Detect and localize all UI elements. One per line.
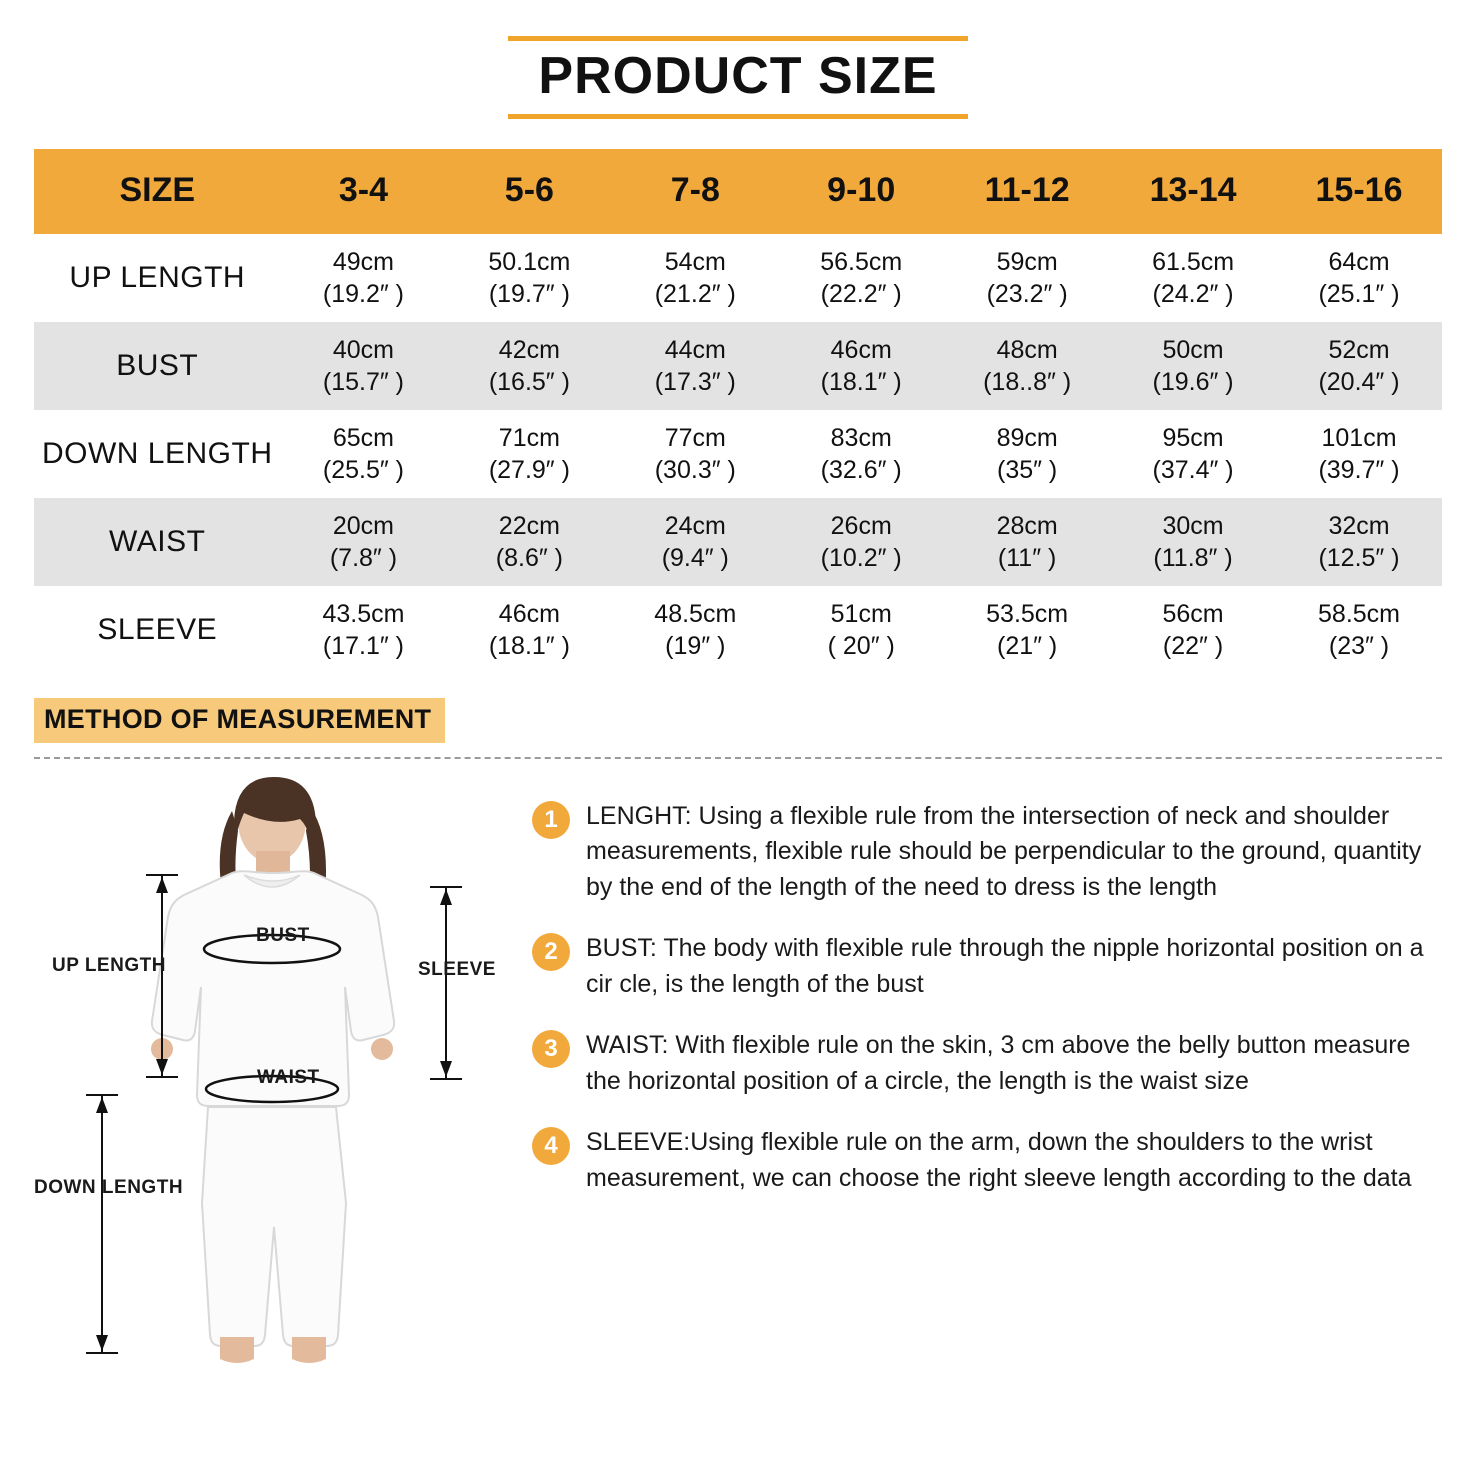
row-label-sleeve: SLEEVE [97,612,218,646]
cell-sleeve-9-10 [778,586,944,674]
step-text-3: WAIST: With flexible rule on the skin, 3 cm above the belly button measure the horizontal position of a circle, the length is the waist size [586,1031,1411,1095]
cell-bust-7-8 [612,322,778,410]
measurement-steps [514,777,1442,1377]
cell-value-inch: (22.2″ ) [820,279,902,308]
measurement-step-2 [532,931,1442,1002]
cell-value-cm: 77cm [664,423,726,452]
cell-value-inch: (16.5″ ) [488,367,570,396]
cell-value-inch: (17.1″ ) [322,631,404,660]
step-number-badge-3: 3 [532,1030,570,1068]
cell-down-length-11-12 [944,410,1110,498]
cell-bust-3-4 [280,322,446,410]
measurement-figure [34,777,514,1377]
cell-value-inch: (8.6″ ) [495,543,563,572]
step-number-badge-1: 1 [532,801,570,839]
cell-value-inch: (23″ ) [1328,631,1390,660]
page-title: PRODUCT SIZE [538,47,938,105]
cell-value-inch: (35″ ) [997,455,1058,484]
cell-value-cm: 89cm [996,423,1058,452]
cell-value-cm: 51cm [830,599,892,628]
method-badge: METHOD OF MEASUREMENT [34,698,445,743]
cell-value-inch: (32.6″ ) [820,455,902,484]
header-size-15-16: 15-16 [1315,170,1403,209]
cell-waist-13-14 [1110,498,1276,586]
row-label-bust: BUST [116,348,199,382]
figure-label-bust: BUST [256,924,310,946]
cell-sleeve-5-6 [446,586,612,674]
figure-label-sleeve: SLEEVE [418,958,496,980]
cell-value-inch: (25.5″ ) [322,455,404,484]
cell-value-inch: (19.7″ ) [488,279,570,308]
cell-value-cm: 26cm [830,511,892,540]
cell-bust-11-12 [944,322,1110,410]
figure-label-up-length: UP LENGTH [52,954,166,976]
cell-value-cm: 40cm [332,335,395,364]
figure-label-down-length: DOWN LENGTH [34,1176,184,1198]
cell-value-inch: (25.1″ ) [1318,279,1400,308]
cell-value-cm: 83cm [830,423,892,452]
cell-value-cm: 56cm [1162,599,1224,628]
cell-value-cm: 65cm [332,423,395,452]
header-size-13-14: 13-14 [1149,170,1237,209]
row-label-up-length: UP LENGTH [69,260,246,294]
cell-sleeve-3-4 [280,586,446,674]
figure-label-waist: WAIST [257,1066,320,1088]
cell-value-cm: 59cm [996,247,1058,276]
cell-value-cm: 53.5cm [986,599,1069,628]
cell-value-inch: (22″ ) [1162,631,1224,660]
cell-value-inch: (37.4″ ) [1152,455,1234,484]
row-label-down-length: DOWN LENGTH [41,436,273,470]
cell-value-cm: 64cm [1328,247,1390,276]
cell-up-length-3-4 [280,234,446,322]
cell-bust-9-10 [778,322,944,410]
cell-value-cm: 44cm [664,335,726,364]
size-table-container [34,149,1442,674]
cell-value-cm: 101cm [1321,423,1397,452]
step-text-4: SLEEVE:Using flexible rule on the arm, down the shoulders to the wrist measurement, we can choose the right sleeve length according to the data [586,1128,1412,1192]
cell-value-cm: 71cm [498,423,560,452]
header-size-5-6: 5-6 [504,170,554,209]
cell-value-inch: (9.4″ ) [661,543,729,572]
cell-down-length-5-6 [446,410,612,498]
step-number-badge-4: 4 [532,1127,570,1165]
table-header [34,149,1442,234]
table-body [34,234,1442,674]
cell-up-length-11-12 [944,234,1110,322]
cell-value-cm: 52cm [1328,335,1390,364]
table-row [34,234,1442,322]
cell-value-cm: 28cm [996,511,1058,540]
cell-value-inch: (23.2″ ) [986,279,1068,308]
cell-value-inch: (39.7″ ) [1318,455,1400,484]
cell-waist-9-10 [778,498,944,586]
cell-up-length-15-16 [1276,234,1442,322]
cell-sleeve-7-8 [612,586,778,674]
cell-value-cm: 46cm [498,599,560,628]
cell-value-inch: (24.2″ ) [1152,279,1234,308]
cell-value-cm: 32cm [1328,511,1390,540]
cell-value-inch: (18.1″ ) [820,367,902,396]
step-text-1: LENGHT: Using a flexible rule from the intersection of neck and shoulder measurements, flexible rule should be perpendicular to the ground, quantity by the end of the length of the need to dress is the length [586,801,1422,901]
cell-value-cm: 43.5cm [322,599,405,628]
cell-value-inch: (10.2″ ) [820,543,902,572]
measurement-step-1 [532,799,1442,906]
cell-value-inch: (15.7″ ) [322,367,404,396]
cell-value-cm: 56.5cm [820,247,903,276]
cell-value-cm: 30cm [1162,511,1224,540]
cell-value-cm: 46cm [830,335,892,364]
cell-value-inch: (19.6″ ) [1152,367,1234,396]
cell-up-length-5-6 [446,234,612,322]
cell-value-inch: (7.8″ ) [329,543,398,572]
cell-value-inch: (19.2″ ) [322,279,404,308]
step-text-2: BUST: The body with flexible rule through the nipple horizontal position on a cir cle, is the length of the bust [586,934,1424,998]
cell-sleeve-11-12 [944,586,1110,674]
table-row [34,322,1442,410]
cell-value-cm: 42cm [498,335,560,364]
table-row [34,586,1442,674]
cell-value-cm: 58.5cm [1318,599,1400,628]
header-size-7-8: 7-8 [670,170,720,209]
cell-value-cm: 48.5cm [654,599,737,628]
step-number-badge-2: 2 [532,933,570,971]
cell-up-length-9-10 [778,234,944,322]
cell-waist-7-8 [612,498,778,586]
page-title-box [508,36,967,119]
cell-down-length-13-14 [1110,410,1276,498]
row-label-waist: WAIST [109,524,206,558]
cell-value-inch: (21″ ) [997,631,1058,660]
header-size-11-12: 11-12 [984,170,1070,209]
table-row [34,498,1442,586]
header-size-9-10: 9-10 [827,170,896,209]
table-header-row [34,149,1442,234]
cell-bust-5-6 [446,322,612,410]
cell-value-cm: 24cm [664,511,726,540]
cell-value-inch: (30.3″ ) [654,455,736,484]
cell-value-inch: (21.2″ ) [654,279,736,308]
cell-value-cm: 95cm [1162,423,1224,452]
cell-value-inch: (19″ ) [665,631,726,660]
cell-bust-15-16 [1276,322,1442,410]
cell-value-cm: 50.1cm [488,247,571,276]
size-chart-table [34,149,1442,674]
cell-waist-15-16 [1276,498,1442,586]
measurement-step-3 [532,1028,1442,1099]
cell-value-inch: (11.8″ ) [1153,543,1233,572]
cell-sleeve-15-16 [1276,586,1442,674]
cell-bust-13-14 [1110,322,1276,410]
table-row [34,410,1442,498]
cell-up-length-7-8 [612,234,778,322]
cell-value-inch: (18.1″ ) [488,631,570,660]
cell-value-cm: 49cm [332,247,395,276]
cell-value-cm: 48cm [996,335,1058,364]
cell-value-inch: (17.3″ ) [654,367,736,396]
section-divider [34,757,1442,759]
cell-up-length-13-14 [1110,234,1276,322]
method-of-measurement-section [34,698,1442,759]
cell-down-length-15-16 [1276,410,1442,498]
cell-sleeve-13-14 [1110,586,1276,674]
cell-value-inch: (12.5″ ) [1318,543,1400,572]
cell-value-inch: (27.9″ ) [488,455,570,484]
cell-value-cm: 54cm [664,247,726,276]
cell-down-length-9-10 [778,410,944,498]
cell-waist-11-12 [944,498,1110,586]
cell-value-cm: 20cm [332,511,395,540]
header-size-label: SIZE [119,170,196,209]
cell-waist-3-4 [280,498,446,586]
cell-value-cm: 22cm [498,511,560,540]
cell-down-length-3-4 [280,410,446,498]
cell-down-length-7-8 [612,410,778,498]
measurement-step-4 [532,1125,1442,1196]
page-title-area [0,0,1476,119]
cell-value-cm: 50cm [1162,335,1224,364]
header-size-3-4: 3-4 [338,170,389,209]
cell-waist-5-6 [446,498,612,586]
cell-value-cm: 61.5cm [1152,247,1235,276]
cell-value-inch: (11″ ) [997,543,1057,572]
cell-value-inch: ( 20″ ) [827,631,895,660]
cell-value-inch: (20.4″ ) [1318,367,1400,396]
cell-value-inch: (18..8″ ) [983,367,1072,396]
measurement-guide [34,777,1442,1377]
